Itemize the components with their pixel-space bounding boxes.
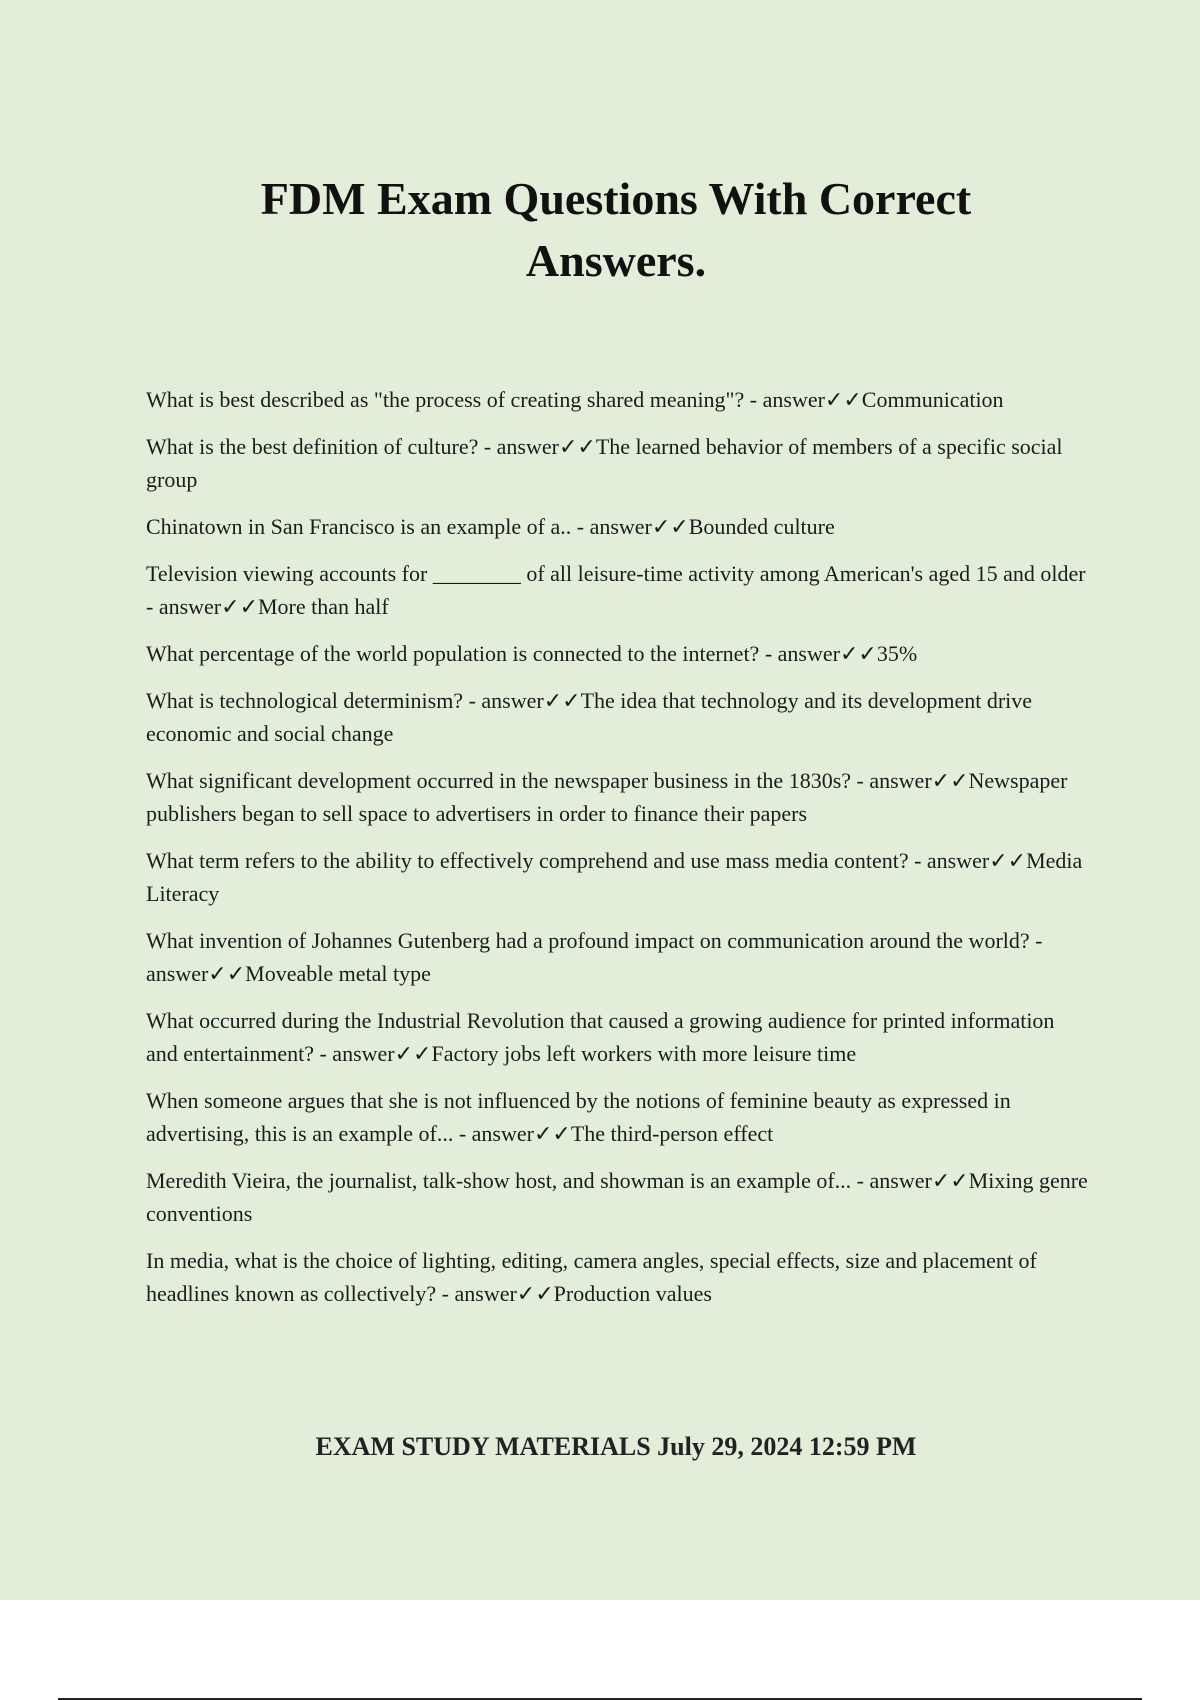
question-answer-item: What invention of Johannes Gutenberg had a profound impact on communication around the world? - answer✓✓Moveable metal type	[146, 928, 1043, 986]
question-answer-item: When someone argues that she is not influenced by the notions of feminine beauty as expressed in advertising, this is an example of... - answer✓✓The third-person effect	[146, 1088, 1011, 1146]
question-answer-item: What is the best definition of culture? - answer✓✓The learned behavior of members of a specific social group	[146, 434, 1063, 492]
question-answer-item: What occurred during the Industrial Revolution that caused a growing audience for printed information and entertainment? - answer✓✓Factory jobs left workers with more leisure time	[146, 1008, 1055, 1066]
question-answer-item: Meredith Vieira, the journalist, talk-show host, and showman is an example of... - answer✓✓Mixing genre conventions	[146, 1168, 1088, 1226]
question-answer-item: Television viewing accounts for ________ of all leisure-time activity among American's aged 15 and older - answer✓✓More than half	[146, 561, 1086, 619]
question-answer-list	[146, 383, 1091, 1324]
question-answer-item: In media, what is the choice of lighting, editing, camera angles, special effects, size and placement of headlines known as collectively? - answer✓✓Production values	[146, 1248, 1037, 1306]
title-line-1: FDM Exam Questions With Correct	[260, 173, 972, 224]
title-line-2: Answers.	[525, 235, 707, 286]
question-answer-item: What term refers to the ability to effectively comprehend and use mass media content? - answer✓✓Media Literacy	[146, 848, 1083, 906]
question-answer-item: Chinatown in San Francisco is an example of a.. - answer✓✓Bounded culture	[146, 514, 835, 539]
question-answer-item: What significant development occurred in the newspaper business in the 1830s? - answer✓✓Newspaper publishers began to sell space to advertisers in order to finance their papers	[146, 768, 1068, 826]
question-answer-item: What is technological determinism? - answer✓✓The idea that technology and its development drive economic and social change	[146, 688, 1033, 746]
question-answer-item: What percentage of the world population is connected to the internet? - answer✓✓35%	[146, 641, 918, 666]
footer-timestamp: EXAM STUDY MATERIALS July 29, 2024 12:59 PM	[315, 1432, 917, 1461]
page-title	[200, 168, 1032, 292]
question-answer-item: What is best described as "the process of creating shared meaning"? - answer✓✓Communication	[146, 387, 1004, 412]
